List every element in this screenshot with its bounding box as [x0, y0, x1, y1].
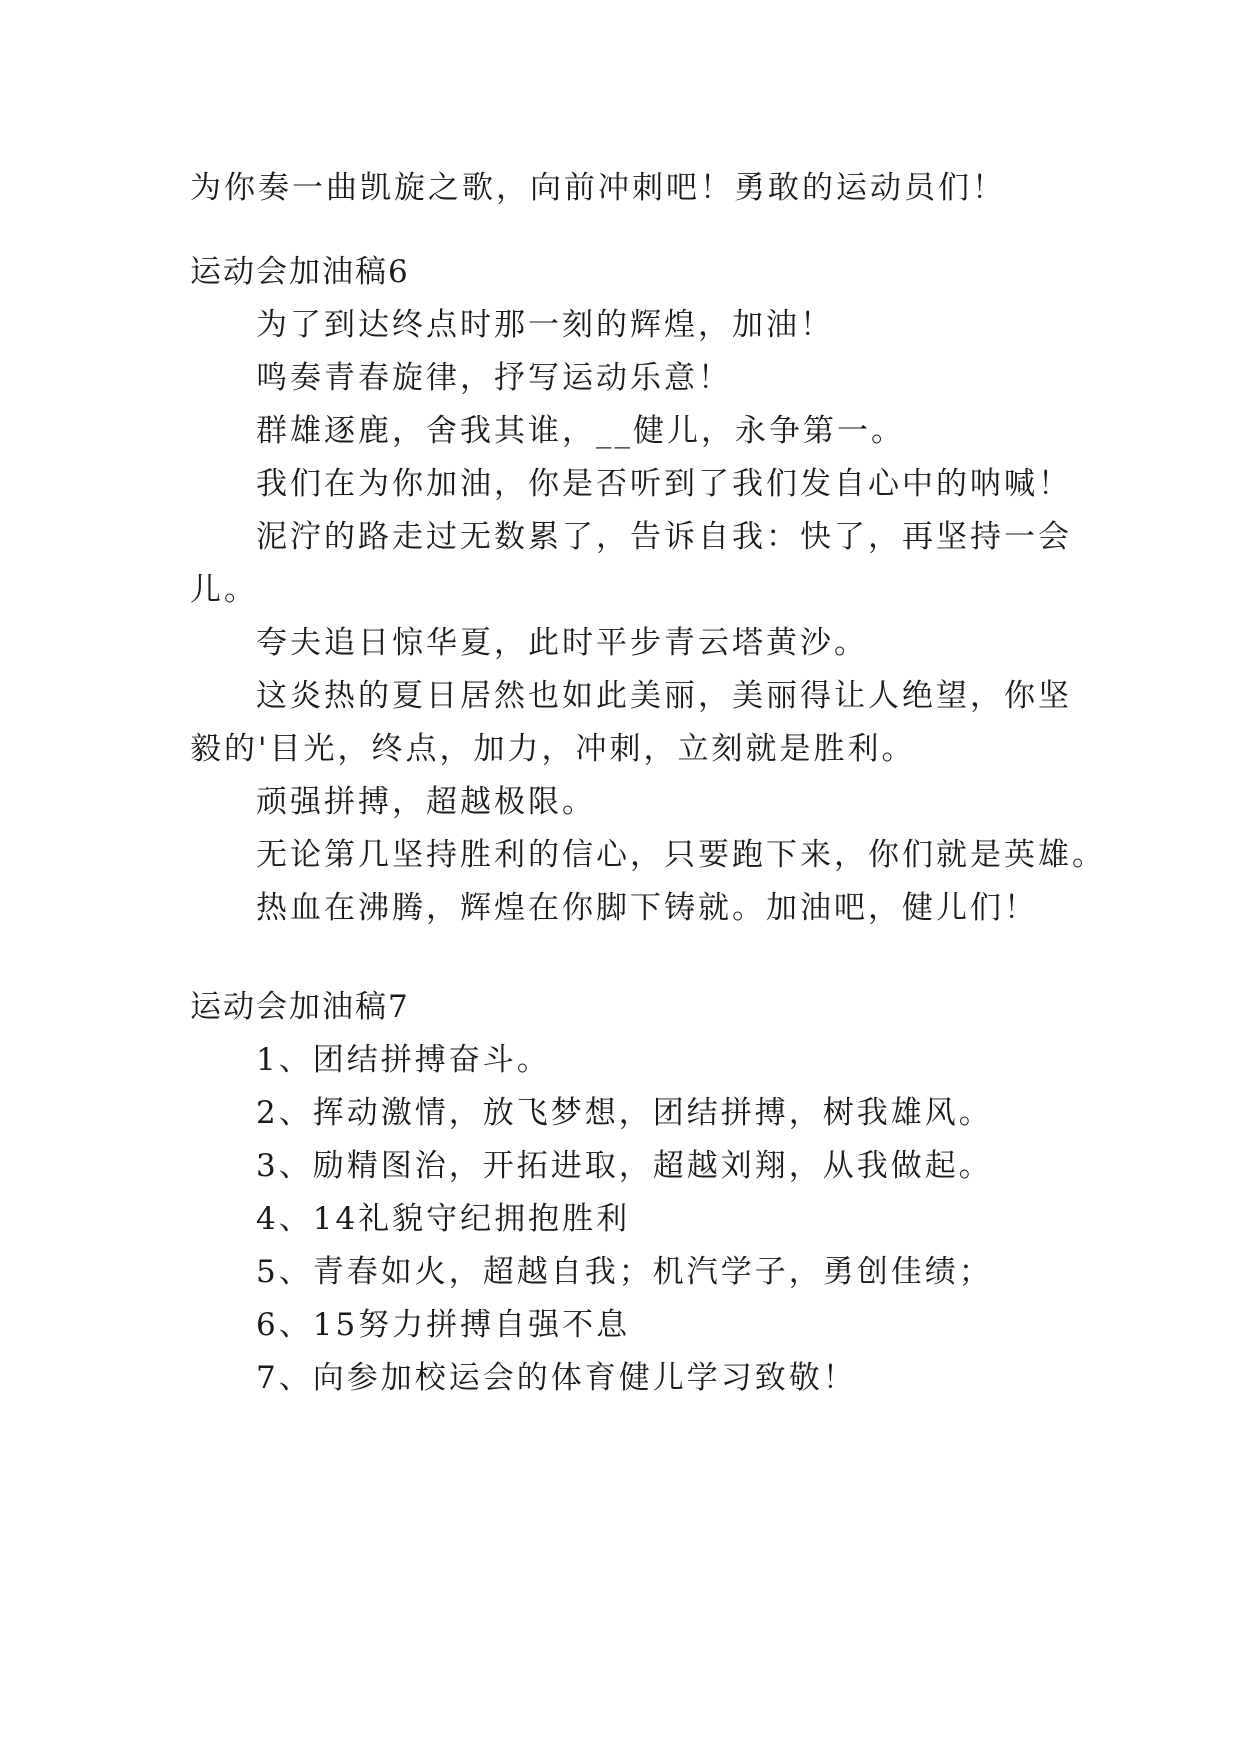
section-7-heading: 运动会加油稿7	[190, 989, 410, 1025]
section-6-line: 群雄逐鹿，舍我其谁，__健儿，永争第一。	[256, 413, 905, 449]
section-7-item: 1、团结拼搏奋斗。	[256, 1042, 551, 1078]
section-6-line: 无论第几坚持胜利的信心，只要跑下来，你们就是英雄。	[256, 837, 1106, 873]
section-6-line: 夸夫追日惊华夏，此时平步青云塔黄沙。	[256, 625, 868, 661]
section-6-line-continuation: 毅的'目光，终点，加力，冲刺，立刻就是胜利。	[190, 731, 916, 767]
section-6-line: 我们在为你加油，你是否听到了我们发自心中的呐喊！	[256, 466, 1072, 502]
section-7-item: 7、向参加校运会的体育健儿学习致敬！	[256, 1360, 857, 1396]
section-7-item: 2、挥动激情，放飞梦想，团结拼搏，树我雄风。	[256, 1095, 993, 1131]
section-7-item: 3、励精图治，开拓进取，超越刘翔，从我做起。	[256, 1148, 993, 1184]
section-6-heading: 运动会加油稿6	[190, 254, 410, 290]
section-6-line: 这炎热的夏日居然也如此美丽，美丽得让人绝望，你坚	[256, 678, 1072, 714]
section-6-line-continuation: 儿。	[190, 572, 258, 608]
section-6-line: 顽强拼搏，超越极限。	[256, 784, 596, 820]
section-6-line: 热血在沸腾，辉煌在你脚下铸就。加油吧，健儿们！	[256, 890, 1038, 926]
section-7-item: 5、青春如火，超越自我；机汽学子，勇创佳绩；	[256, 1254, 993, 1290]
section-7-item: 4、14礼貌守纪拥抱胜利	[256, 1201, 631, 1237]
section-6-line: 为了到达终点时那一刻的辉煌，加油！	[256, 307, 834, 343]
intro-line: 为你奏一曲凯旋之歌，向前冲刺吧！勇敢的运动员们！	[190, 170, 1006, 206]
section-6-line: 鸣奏青春旋律，抒写运动乐意！	[256, 360, 732, 396]
section-6-line: 泥泞的路走过无数累了，告诉自我：快了，再坚持一会	[256, 519, 1072, 555]
section-7-item: 6、15努力拼搏自强不息	[256, 1307, 631, 1343]
